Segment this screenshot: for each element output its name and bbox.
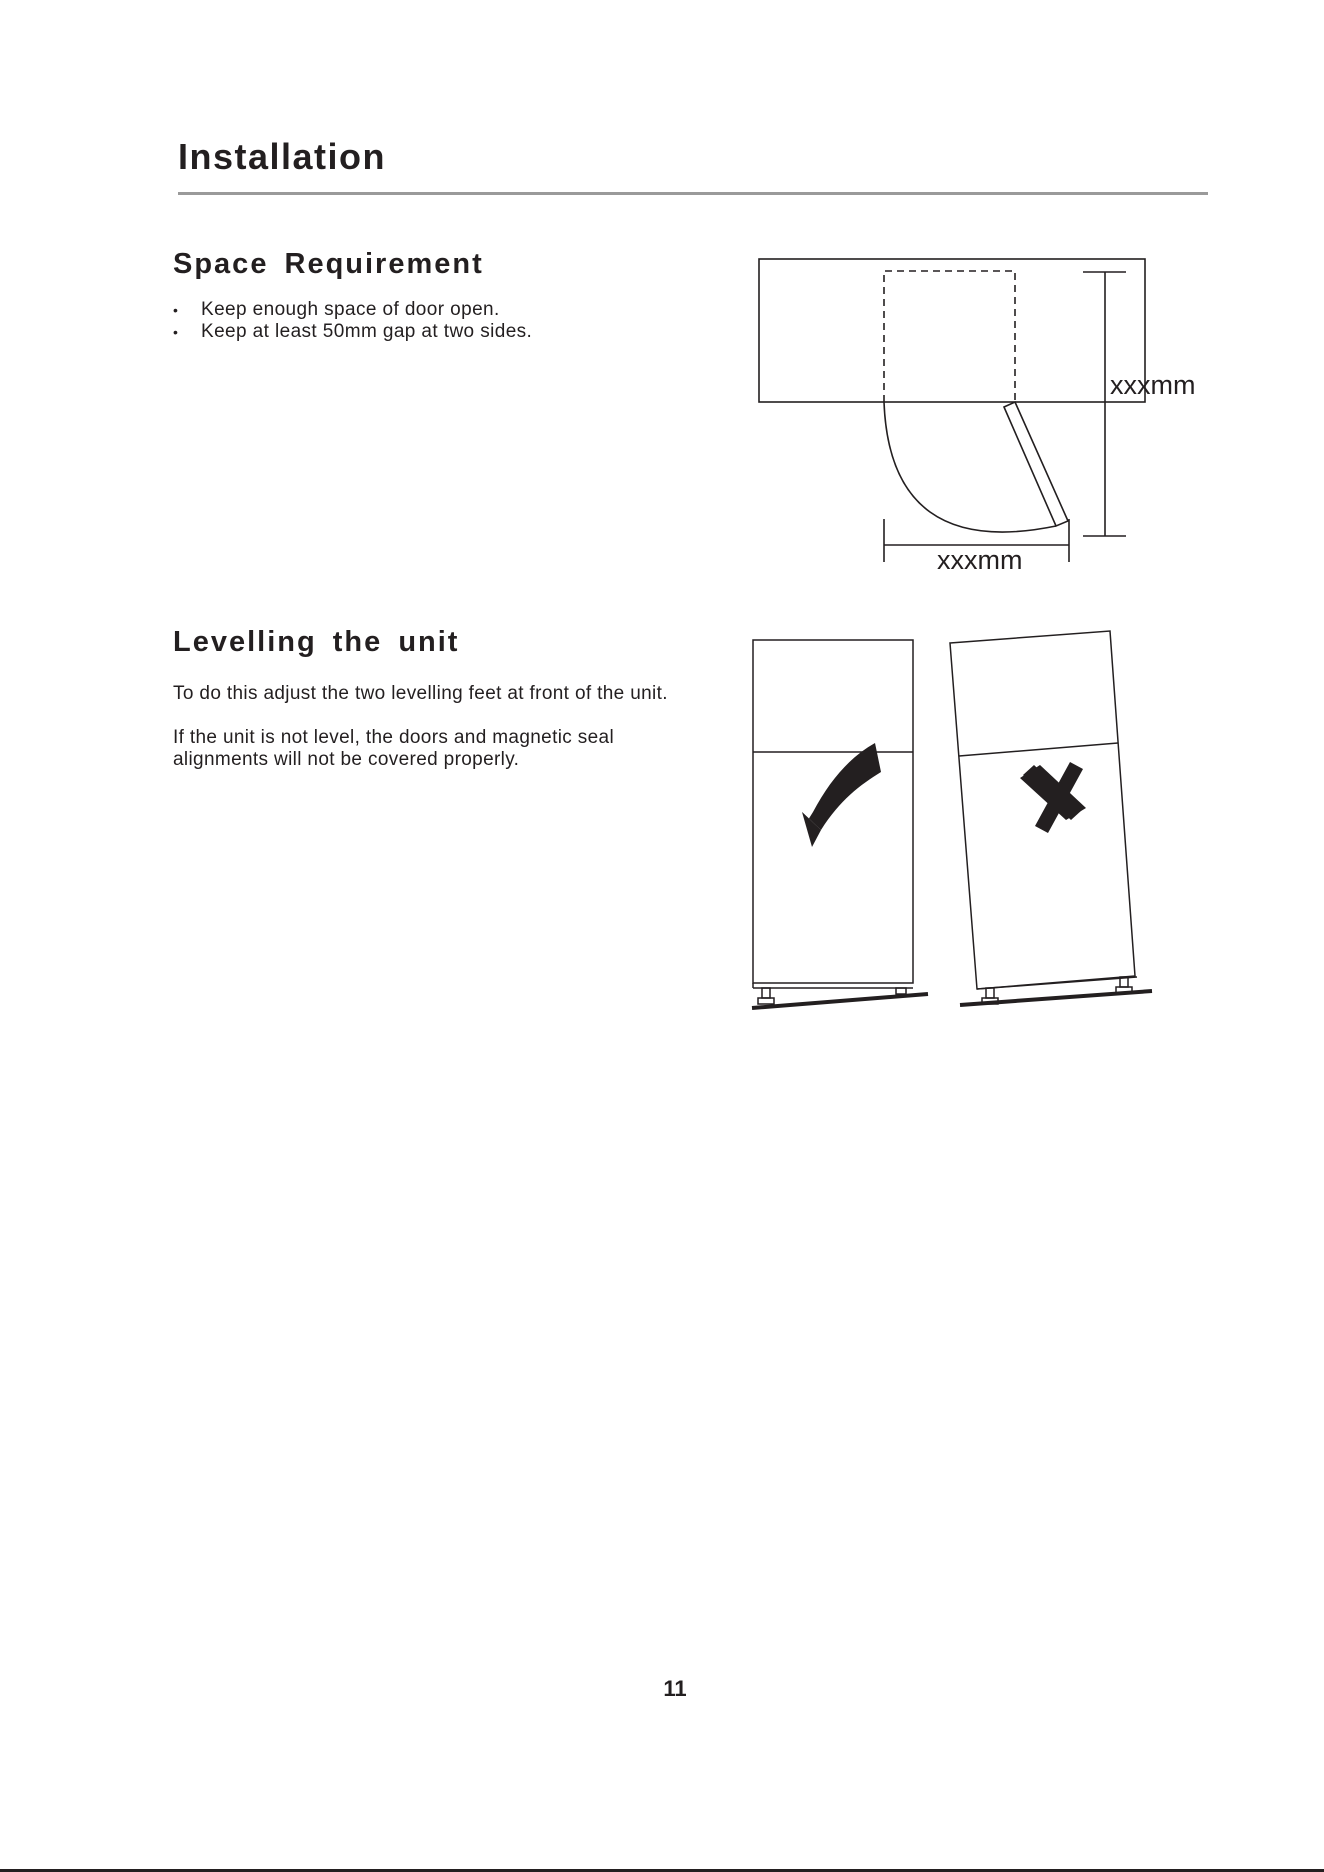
levelling-warning: If the unit is not level, the doors and magnetic seal alignments will not be covered properly. <box>173 727 615 770</box>
space-requirement-heading: Space Requirement <box>173 248 484 280</box>
levelling-heading: Levelling the unit <box>173 626 460 658</box>
check-mark-icon <box>802 743 881 830</box>
cross-mark-icon <box>1020 762 1086 833</box>
page-number: 11 <box>663 1676 687 1701</box>
list-item: • Keep enough space of door open. <box>173 299 532 321</box>
levelling-instruction: To do this adjust the two levelling feet at front of the unit. <box>173 683 668 704</box>
list-item: • Keep at least 50mm gap at two sides. <box>173 321 532 343</box>
depth-dimension-label: xxxmm <box>1110 370 1196 400</box>
level-fridge <box>752 640 928 1008</box>
width-dimension-label: xxxmm <box>937 545 1023 575</box>
page-title: Installation <box>178 136 387 177</box>
tilted-fridge <box>950 631 1152 1005</box>
